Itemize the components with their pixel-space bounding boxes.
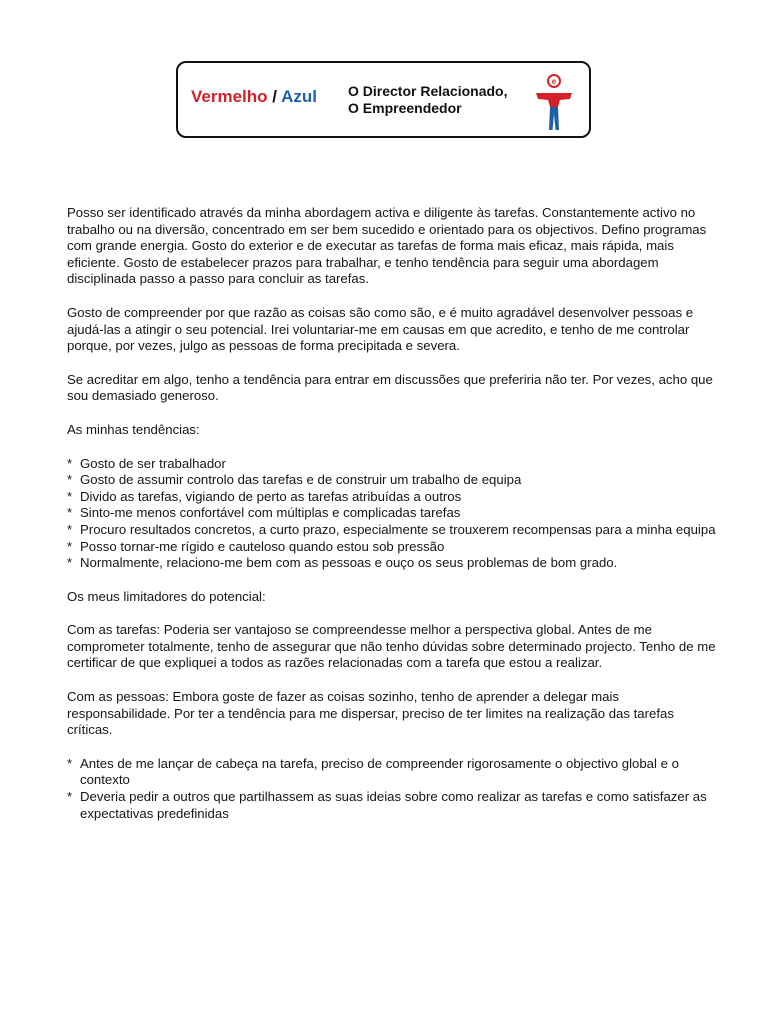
- paragraph-intro: Posso ser identificado através da minha abordagem activa e diligente às tarefas. Constantemente activo no trabalho ou na diversão, concentrado em ser bem sucedido e orientado para os objectivos. Defino programas com grande energia. Gosto do exterior e de executar as tarefas de forma mais eficaz, mais rápida, mais eficiente. Gosto de estabelecer prazos para trabalhar, e tenho tendência para seguir uma abordagem disciplinada passo a passo para concluir as tarefas.: [67, 205, 707, 287]
- bullet-star: *: [67, 789, 73, 805]
- list-item: [67, 555, 717, 572]
- tendencies-list: [67, 456, 717, 572]
- tendencies-heading: As minhas tendências:: [67, 421, 200, 437]
- bullet-star: *: [67, 521, 73, 537]
- list-item: [67, 472, 717, 489]
- bullet-star: *: [67, 472, 73, 488]
- paragraph-limiters-tasks: Com as tarefas: Poderia ser vantajoso se compreendesse melhor a perspectiva global. Antes de me comprometer totalmente, tenho de assegurar que não tenho dúvidas sobre determinado projecto. Tenho de me certificar de que expliquei a todos as razões relacionadas com a tarefa que estou a realizar.: [67, 622, 716, 671]
- list-item: [67, 489, 717, 506]
- list-item-text: Sinto-me menos confortável com múltiplas e complicadas tarefas: [80, 505, 461, 521]
- list-item-text: Posso tornar-me rígido e cauteloso quando estou sob pressão: [80, 538, 445, 554]
- list-item: [67, 456, 717, 473]
- bullet-star: *: [67, 555, 73, 571]
- list-item: [67, 539, 717, 556]
- list-item-text: Divido as tarefas, vigiando de perto as tarefas atribuídas a outros: [80, 488, 462, 504]
- svg-text:e: e: [551, 77, 557, 86]
- list-item-text: Normalmente, relaciono-me bem com as pessoas e ouço os seus problemas de bom grado.: [80, 555, 618, 571]
- paragraph-development: Gosto de compreender por que razão as coisas são como são, e é muito agradável desenvolver pessoas e ajudá-las a atingir o seu potencial. Irei voluntariar-me em causas em que acredito, e tenho de me controlar porque, por vezes, julgo as pessoas de forma precipitada e severa.: [67, 304, 694, 354]
- person-figure-icon: [530, 70, 578, 132]
- bullet-star: *: [67, 455, 73, 471]
- list-item: [67, 756, 717, 789]
- paragraph-discussions: Se acreditar em algo, tenho a tendência para entrar em discussões que preferiria não ter. Por vezes, acho que sou demasiado generoso.: [67, 371, 713, 404]
- list-item-text: Deveria pedir a outros que partilhassem as suas ideias sobre como realizar as tarefas e como satisfazer as expectativas predefinidas: [80, 789, 707, 821]
- header-box: [176, 61, 591, 138]
- bullet-star: *: [67, 538, 73, 554]
- brand-blue-word: Azul: [281, 87, 317, 106]
- brand-separator: /: [267, 87, 282, 106]
- list-item-text: Gosto de assumir controlo das tarefas e de construir um trabalho de equipa: [80, 472, 522, 488]
- profile-subtitle: [348, 83, 507, 117]
- limiters-heading: Os meus limitadores do potencial:: [67, 588, 266, 604]
- brand-title: [191, 87, 317, 107]
- bullet-star: *: [67, 488, 73, 504]
- list-item: [67, 505, 717, 522]
- bullet-star: *: [67, 505, 73, 521]
- paragraph-limiters-people: Com as pessoas: Embora goste de fazer as coisas sozinho, tenho de aprender a delegar mais responsabilidade. Por ter a tendência para me dispersar, preciso de ter limites na realização das tarefas críticas.: [67, 689, 674, 738]
- list-item-text: Antes de me lançar de cabeça na tarefa, preciso de compreender rigorosamente o objectivo global e o contexto: [80, 755, 679, 788]
- list-item-text: Procuro resultados concretos, a curto prazo, especialmente se trouxerem recompensas para a minha equipa: [80, 521, 716, 537]
- list-item-text: Gosto de ser trabalhador: [80, 455, 226, 471]
- profile-content: [67, 205, 717, 839]
- brand-red-word: Vermelho: [191, 87, 268, 106]
- bullet-star: *: [67, 755, 73, 771]
- subtitle-line-1: O Director Relacionado,: [348, 83, 508, 99]
- list-item: [67, 522, 717, 539]
- final-list: [67, 756, 717, 822]
- list-item: [67, 789, 717, 822]
- subtitle-line-2: O Empreendedor: [348, 100, 462, 116]
